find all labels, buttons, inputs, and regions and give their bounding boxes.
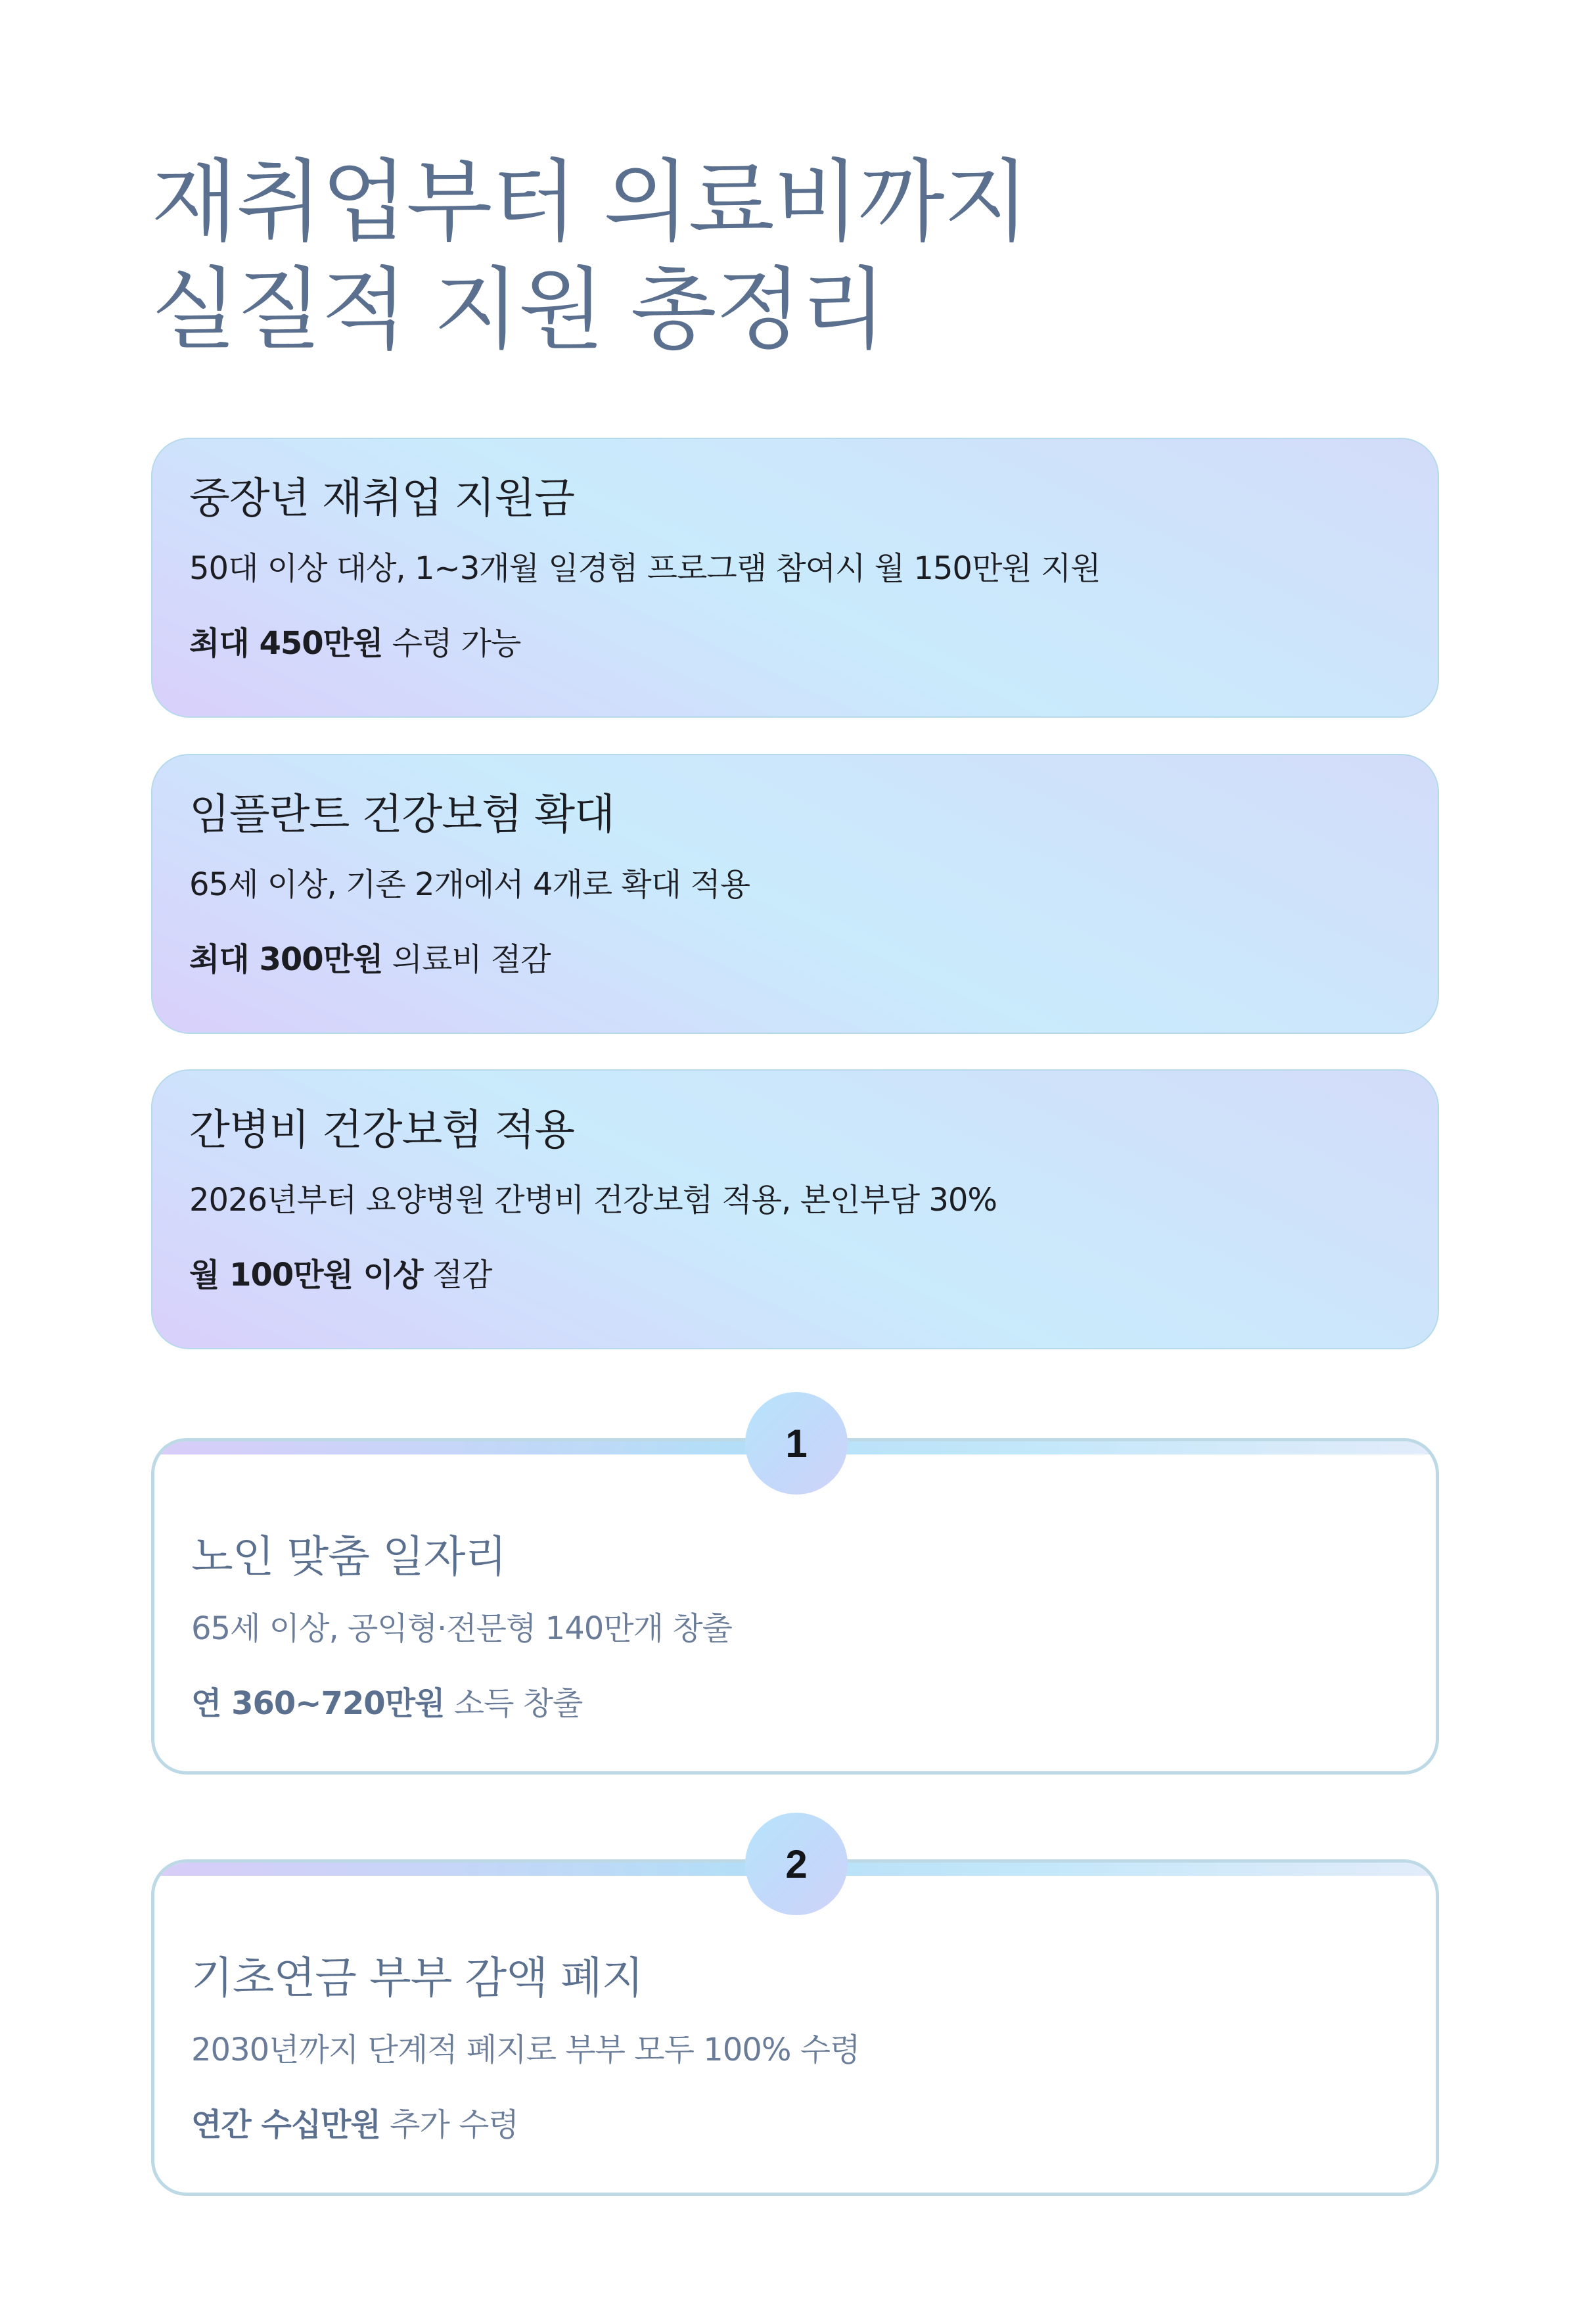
card-description: 2026년부터 요양병원 간병비 건강보험 적용, 본인부담 30% xyxy=(189,1182,997,1219)
card-benefit-text: 추가 수령 xyxy=(380,2106,518,2143)
card-description: 50대 이상 대상, 1~3개월 일경험 프로그램 참여시 월 150만원 지원 xyxy=(189,550,1101,587)
card-benefit-amount: 최대 450만원 xyxy=(189,625,383,662)
card-benefit xyxy=(189,1252,1438,1298)
card-caregiving-insurance xyxy=(151,1069,1439,1349)
card-benefit-text: 수령 가능 xyxy=(382,625,521,662)
card-benefit-amount: 최대 300만원 xyxy=(189,941,383,978)
page-title xyxy=(151,149,1028,364)
step-number-badge: 2 xyxy=(745,1813,848,1915)
card-benefit xyxy=(191,2102,1436,2148)
card-reemployment-subsidy xyxy=(151,438,1439,718)
page-title-line-2: 실질적 지원 총정리 xyxy=(151,258,886,362)
card-implant-insurance xyxy=(151,754,1439,1034)
card-title: 중장년 재취업 지원금 xyxy=(189,475,575,523)
card-description: 65세 이상, 공익형·전문형 140만개 창출 xyxy=(191,1610,733,1647)
card-benefit-text: 의료비 절감 xyxy=(382,941,551,978)
card-description: 65세 이상, 기존 2개에서 4개로 확대 적용 xyxy=(189,866,750,903)
card-benefit xyxy=(189,620,1438,666)
card-benefit xyxy=(189,937,1438,983)
card-benefit xyxy=(191,1681,1436,1727)
card-description: 2030년까지 단계적 폐지로 부부 모두 100% 수령 xyxy=(191,2032,860,2068)
step-number-badge: 1 xyxy=(745,1392,848,1495)
page-title-line-1: 재취업부터 의료비까지 xyxy=(151,151,1028,254)
card-title: 노인 맞춤 일자리 xyxy=(191,1531,507,1582)
card-title: 기초연금 부부 감액 폐지 xyxy=(191,1953,643,2003)
card-benefit-amount: 월 100만원 이상 xyxy=(189,1257,423,1293)
card-benefit-amount: 연 360~720만원 xyxy=(191,1685,445,1722)
card-benefit-text: 절감 xyxy=(423,1257,492,1293)
card-benefit-amount: 연간 수십만원 xyxy=(191,2106,380,2143)
card-benefit-text: 소득 창출 xyxy=(444,1685,583,1722)
card-title: 임플란트 건강보험 확대 xyxy=(189,791,614,839)
card-title: 간병비 건강보험 적용 xyxy=(189,1106,575,1155)
